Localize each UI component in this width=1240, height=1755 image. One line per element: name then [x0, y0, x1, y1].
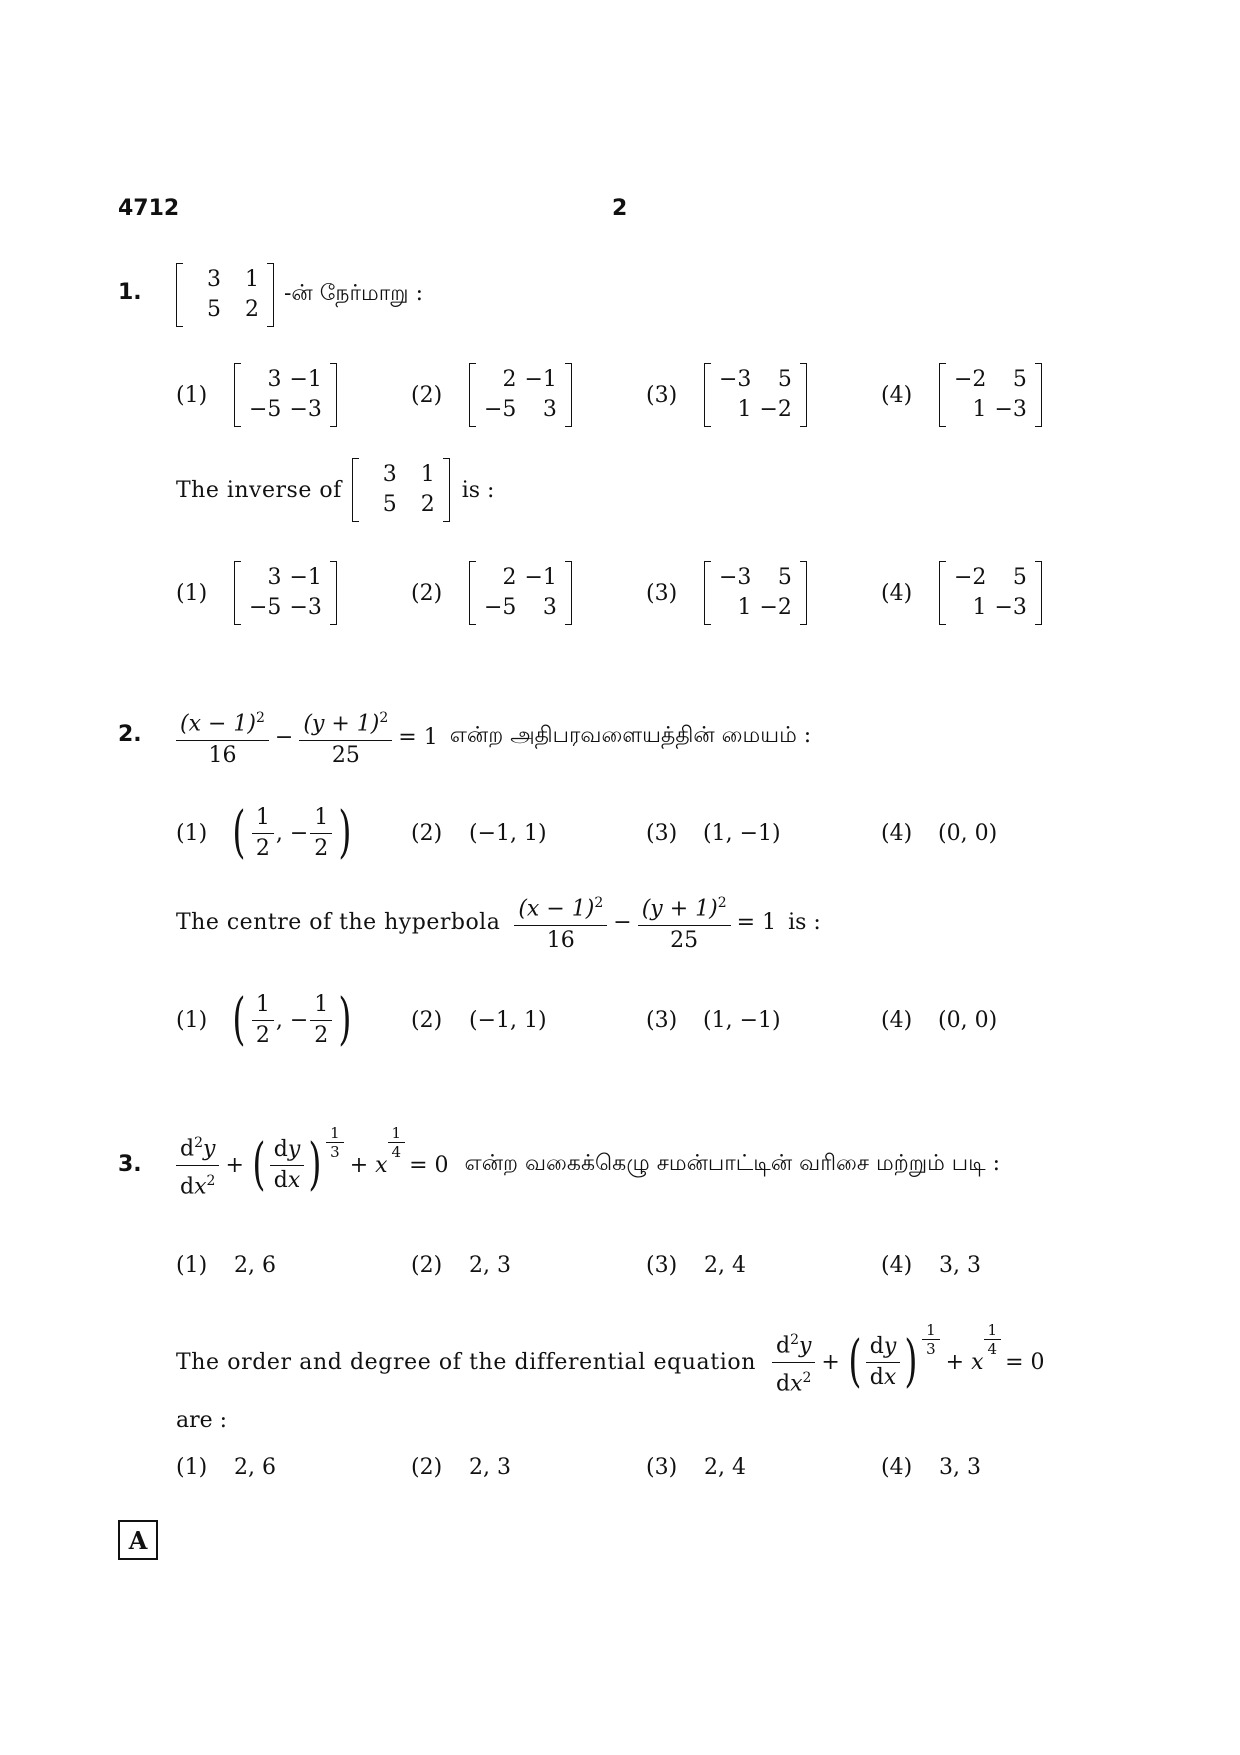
q2-english-stem: The centre of the hyperbola $\frac{(x - 1)^2}{16}$ − $\frac{(y + 1)^2}{25}$ = 1 is : [176, 882, 821, 962]
question-1-number: 1. [118, 280, 142, 305]
q1-english-options: (1) 3 −1 −5 −3 (2) 2 −1 −5 3 (3) −3 5 1 −2 (4) −2 5 1 −3 [176, 553, 1076, 633]
q3-english-stem: The order and degree of the differential equation $\frac{d^2y}{dx^2}$ + ( $\frac{dy}{dx}$ ) $\frac{1}{3}$ + x $\frac{1}{4}$ = 0 [176, 1320, 1045, 1396]
q1-matrix: 3 1 5 2 [176, 263, 274, 327]
paper-code: 4712 [118, 196, 180, 221]
booklet-version-box: A [118, 1520, 158, 1560]
q1-english-stem: The inverse of 3 1 5 2 is : [176, 450, 494, 530]
q2-english-options: (1) ( $\frac{1}{2}$ , − $\frac{1}{2}$ ) (2) (−1, 1) (3) (1, −1) (4) (0, 0) [176, 987, 998, 1052]
page-number: 2 [612, 196, 628, 221]
q3-english-stem-end: are : [176, 1408, 228, 1433]
q3-english-options: (1) 2, 6 (2) 2, 3 (3) 2, 4 (4) 3, 3 [176, 1454, 981, 1480]
q2-tamil-stem: $\frac{(x - 1)^2}{16}$ − $\frac{(y + 1)^2}{25}$ = 1 என்ற அதிபரவளையத்தின் மையம் : [170, 697, 811, 777]
q3-tamil-options: (1) 2, 6 (2) 2, 3 (3) 2, 4 (4) 3, 3 [176, 1252, 981, 1278]
question-2-number: 2. [118, 722, 142, 747]
q3-tamil-stem: $\frac{d^2y}{dx^2}$ + ( $\frac{dy}{dx}$ ) $\frac{1}{3}$ + x $\frac{1}{4}$ = 0 என்ற வகைக்கெழு சமன்பாட்டின் வரிசை மற்றும் படி : [176, 1125, 1000, 1205]
question-3-number: 3. [118, 1152, 142, 1177]
q1-tamil-stem: 3 1 5 2 -ன் நேர்மாறு : [176, 255, 423, 335]
q2-tamil-options: (1) ( $\frac{1}{2}$ , − $\frac{1}{2}$ ) (2) (−1, 1) (3) (1, −1) (4) (0, 0) [176, 800, 998, 865]
q1-tamil-options: (1) 3 −1 −5 −3 (2) 2 −1 −5 3 (3) −3 5 1 −2 (4) −2 5 1 −3 [176, 355, 1076, 435]
